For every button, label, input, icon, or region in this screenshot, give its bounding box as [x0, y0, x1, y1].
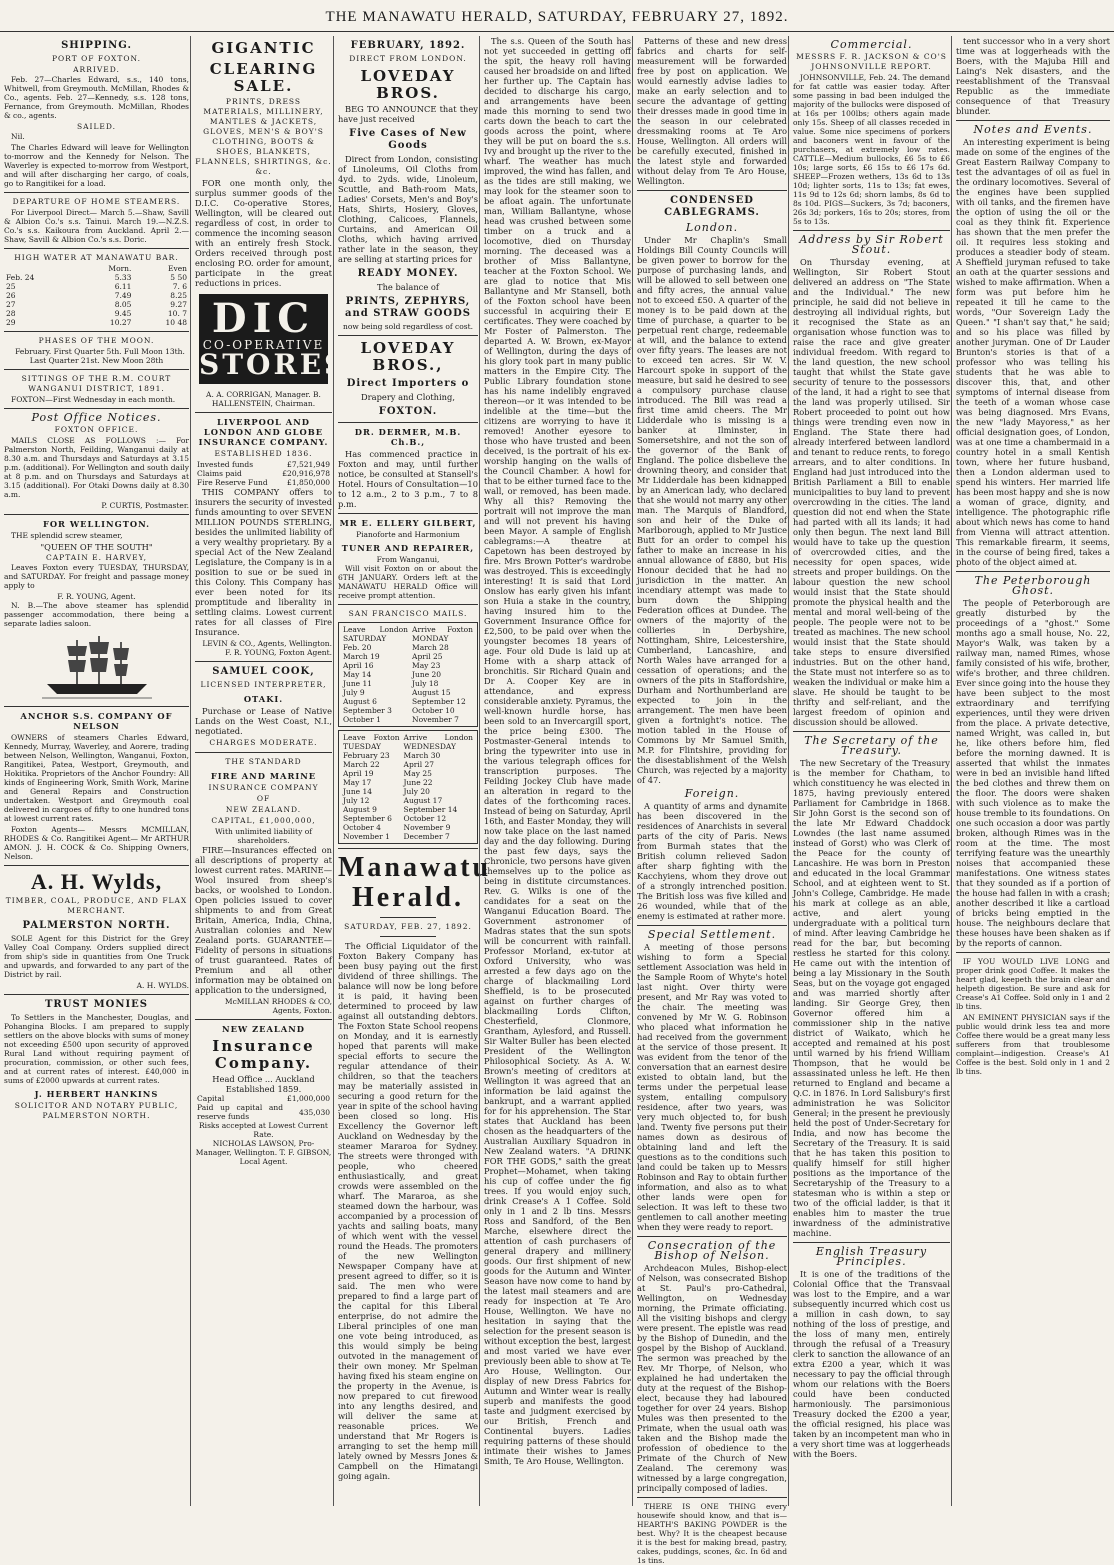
table-row: June 14 July 20 — [343, 787, 430, 796]
departure-heading: DEPARTURE OF HOME STEAMERS. — [12, 197, 181, 206]
charges: CHARGES MODERATE. — [209, 738, 318, 747]
table-row: March 22 April 27 — [343, 760, 435, 769]
secretary-text: The new Secretary of the Treasury is the member for Chatham, to which constituency he was elected in 1875, having previously entered Parliament for Cambridge in 1868. Sir John Gorst is the second son of the late Mr Edward Chaddock Lowndes (the last name assumed instead of Gorst) who was Clerk of the Peace for the county of Lancashire. He was born in Preston and educated in the local Grammar School, and at eighteen went to St. John's College, Cambridge. He made his mark at college as an able, active, and alert young undergraduate with a political turn of mind. After leaving Cambridge he read for the bar, but becoming restless he started for this colony. He came out with the intention of being a lay Missionary in the South Seas, but on the voyage got engaged and was married shortly after landing. Sir George Grey, then Governor offered him a commissioner ship in the native district of Waikato, which he accepted and remained at his post until warned by his friend William Thompson, that he would be assassinated unless he left. He then returned to England and became a Q.C. in 1876. In Lord Salisbury's first administration he was Solicitor General; in the present he previously held the post of Under-Secretary for India, and now has become the Secretary of the Treasury. It is said that he has taken this position to qualify himself for still higher positions as the importance of the Secretaryship of the Treasury to a statesman who is within a step or two of the official ladder, is that it enables him to master the true inwardness of the administrative machine. — [793, 758, 951, 1238]
post-text: MAILS CLOSE AS FOLLOWS :— For Palmerston North, Feilding, Wanganui daily at 8.30 a.m. and Thursdays and Saturdays at 3.15 p.m. (additional). For Wellington and south daily at 8 p.m. and on Thursdays and Saturdays at 3.15 (additional). For Otaki Downs daily at 8.30 a.m. — [4, 436, 189, 499]
sailed-text: Nil. — [11, 132, 25, 141]
tuner: TUNER AND REPAIRER, — [341, 543, 475, 553]
sailed-label: SAILED. — [76, 122, 117, 131]
gilbert-text: Will visit Foxton on or about the 6TH JANUARY. Orders left at the MANAWATU HERALD Office will receive prompt attention. — [338, 564, 478, 600]
dic-logo: DIC CO-OPERATIVE STORES — [199, 294, 328, 384]
table-row: Claims paid £20,916,978 — [197, 469, 330, 478]
agent-young: F. R. YOUNG, Agent. — [57, 592, 136, 601]
post-sub: FOXTON OFFICE. — [54, 425, 139, 434]
departure-text: For Liverpool Direct— March 5.—Shaw, Savill & Albion Co.'s s.s. Tainui. March 19.—N.Z.S. Co.'s s.s. Kaikoura from Auckland. April 2.—Shaw, Savill & Albion Co.'s s.s. Doric. — [4, 208, 189, 244]
shipping-heading: SHIPPING. — [61, 40, 132, 51]
physician-text: AN EMINENT PHYSICIAN says if the public would drink less tea and more Coffee there would be a great many less sufferers from that troublesome complaint—indigestion. Crease's A1 Coffee is the best. Sold only in 1 and 2 lb tins. — [956, 1013, 1110, 1076]
special-heading: Special Settlement. — [647, 928, 777, 941]
hankins-name: J. HERBERT HANKINS — [34, 1089, 159, 1099]
special-text: A meeting of those persons wishing to form a Special settlement Association was held in the Sample Room of Whyte's hotel last night. Over thirty were present, and Mr Ray was voted to the chair. The meeting was convened by Mr W. G. Robinson who placed what information he had received from the government at the service of those present. It was evident from the tenor of the conversation that an earnest desire existed to obtain land, but the terms under the perpetual lease system, entailing compulsory residence, after two years, was very much objected to, for bush land. Twenty five persons put their names down as desirous of obtaining land and left the questions as to the conditions such land could be taken up to Messrs Robinson and Ray to obtain further information, and also as to what other lands were open for selection. It was left to these two gentlemen to call another meeting when they were ready to report. — [637, 942, 787, 1232]
secretary-heading: The Secretary of the Treasury. — [804, 734, 939, 757]
dress-intro: Patterns of these and new dress fabrics and charts for self-measurement will be forwarded free by post on application. We would earnestly advise ladies to make an early selection and to secure the advantage of getting their dresses made in good time in the season in our celebrated dressmaking rooms at Te Aro House, Wellington. All orders will be carefully executed, finished in the latest style and forwarded without delay from Te Aro House, Wellington. — [637, 36, 787, 186]
tide-heading: HIGH WATER AT MANAWATU BAR. — [14, 253, 179, 262]
column-4 — [479, 36, 631, 1506]
commercial-sub: MESSRS F. R. JACKSON & CO'S JOHNSONVILLE REPORT. — [796, 52, 947, 71]
dermer-heading: DR. DERMER, M.B. Ch.B., — [354, 427, 462, 447]
sf-table-2: Leave Foxton TUESDAY Arrive London WEDNESDAY February 23 March 30 March 22 April 27 April 19 May 25 May 17 June 22 June 14 July 20 July 12 August 17 August 9 September 14 September 6 October 12 October 4 November 9 November 1 December 7 — [343, 733, 473, 841]
standard-sub2: INSURANCE COMPANY — [208, 783, 319, 792]
sailing-ship-icon — [37, 632, 157, 702]
feb-heading: FEBRUARY, 1892. — [350, 40, 466, 51]
consec-heading: Consecration of the Bishop of Nelson. — [647, 1239, 777, 1262]
cook-sub: LICENSED INTERPRETER, — [200, 680, 327, 689]
coffee-text: IF YOU WOULD LIVE LONG and proper drink good Coffee. It makes the heart glad, keepeth the brain clear and helpeth digestion. Be sure and ask for Crease's A1 Coffee. Sold only in 1 and 2 lb tins. — [956, 957, 1110, 1011]
lglobe-text: THIS COMPANY offers to insurers the security of invested funds amounting to over SEVEN MILLION POUNDS STERLING, besides the unlimited liability of a very wealthy proprietary. By a special Act of the New Zealand Legislature, the Company is in a position to sue or be sued in this Colony. This Company has ever been noted for its promptitude and liberality in settling claims. Lowest current rates for all classes of Fire Insurance. — [195, 487, 332, 637]
ghost-text: The people of Peterborough are greatly disturbed by the proceedings of a "ghost." Some months ago a small house, No. 22, Mayor's Walk, was taken by a railway man, named Rimes, whose family consisted of his wife, brother, wife's brother, and three children. Ever since going into the house they have been subject to the most extraordinary and terrifying experiences, until they were driven from the place. A private detective, named Wright, was called in, but he, like others before him, fled before the morning dawned. It is asserted that whilst the inmates were in bed an invisible hand lifted the bed clothes and threw them on the floor. The doors were shaken with such violence as to make the house tremble to its foundations. On one such occasion a door was partly broken, although Rimes was in the room at the time. The most terrifying feature was the unearthly noises that accompanied these manifestations. One witness states that they sounded as if a portion of the house had fallen in with a crash; another described it like a cartload of bricks being emptied in the house. The neighbours declare that these houses have been shaken as if by the reports of cannon. — [956, 598, 1110, 948]
dic-sign: A. A. CORRIGAN, Manager. B. HALLENSTEIN, Chairman. — [206, 390, 321, 408]
table-row: March 19 April 25 — [343, 652, 443, 661]
goods-list: PRINTS, DRESS MATERIALS, MILLINERY, MANTLES & JACKETS, GLOVES, MEN'S & BOY'S CLOTHING, BOOTS & SHOES, BLANKETS, FLANNELS, SHIRTINGS, &c. &c. — [195, 97, 332, 176]
table-row: 26 7.49 8.25 — [6, 291, 187, 300]
foxton: FOXTON. — [378, 406, 438, 417]
column-3 — [333, 36, 492, 1506]
herald-date: SATURDAY, FEB. 27, 1892. — [344, 922, 472, 931]
anchor-text: OWNERS of steamers Charles Edward, Kennedy, Murray, Waverley, and Aorere, trading between Nelson, Wellington, Wanganui, Foxton, Rangitikei, Patea, Westport, Greymouth, and Hokitika. Proprietors of the Anchor Foundry: All kinds of Engineering Work, Smith Work, Marine and General Repairs and Construction undertaken. Westport and Greymouth coal delivered in cargoes of fifty to one hundred tons at lowest current rates. — [4, 733, 189, 823]
beg-text: BEG TO ANNOUNCE that they have just received — [338, 104, 478, 124]
wellington-heading: FOR WELLINGTON. — [42, 519, 151, 529]
moon-heading: PHASES OF THE MOON. — [38, 336, 155, 345]
table-row: September 6 October 12 — [343, 814, 447, 823]
steamer-text: THE splendid screw steamer, — [11, 531, 123, 540]
moon-text: February. First Quarter 5th. Full Moon 13th. Last Quarter 21st. New Moon 28th — [15, 347, 185, 365]
leaves-text: Leaves Foxton every TUESDAY, THURSDAY, and SATURDAY. For freight and passage money apply to — [4, 563, 189, 590]
table-row: May 14 June 20 — [343, 670, 442, 679]
table-row: September 3 October 10 — [343, 706, 455, 715]
standard-of: OF — [256, 794, 271, 803]
consec-text: Archdeacon Mules, Bishop-elect of Nelson, was consecrated Bishop at St. Paul's pro-Cathedral, Wellington, on Wednesday morning, the Primate officiating. All the visiting bishops and clergy were present. The epistle was read by the Bishop of Dunedin, and the gospel by the Bishop of Auckland. The sermon was preached by the Rev. Mr Thorpe, of Nelson, who explained he had undertaken the duty at the request of the Bishop-elect, because they had laboured together for over 24 years. Bishop Mules was then presented to the Primate, when the usual oath was taken and the Bishop made the profession of obedience to the Primate of the Church of New Zealand. The ceremony was witnessed by a large congregation, principally composed of ladies. — [637, 1263, 787, 1493]
commercial-text: JOHNSONVILLE, Feb. 24. The demand for fat cattle was easier today. After some passing in bad been indulged the majority of the bullocks were disposed of at 16s per 100lbs; others again made only 15s. Sheep of all classes receded in value. Some nice specimens of porkers and baconers went in favour of the purchasers, at extremely low rates. CATTLE—Medium bullocks, £6 5s to £6 10s; large sorts, £6 15s to £6 17s 6d. SHEEP—Frozen wethers, 13s 6d to 13s 10d; lighter sorts, 11s to 13s; fat ewes, 11s 9d to 12s 6d; shorn lambs, 8s 6d to 8s 10d. PIGS—Suckers, 3s 7d; baconers, 26s 3d; porkers, 16s to 20s; stores, from 5s to 13s. — [793, 73, 950, 226]
direct-heading: DIRECT FROM LONDON. — [349, 54, 467, 63]
column-2 — [190, 36, 348, 1506]
trust-heading: TRUST MONIES — [44, 999, 149, 1010]
steamer-name: "QUEEN OF THE SOUTH" — [40, 542, 153, 552]
hearth-text: THERE IS ONE THING every housewife should know, and that is—HEARTH'S BAKING POWDER is the best. Why? It is the cheapest because it is the best for making bread, pastry, cakes, puddings, scones, &c. In 6d and 1s tins. — [637, 1502, 787, 1565]
masthead-title: THE MANAWATU HERALD, SATURDAY, FEBRUARY 27, 1892. — [325, 9, 789, 25]
london-text: Under Mr Chaplin's Small Holdings Bill County Councils will be given power to borrow for the purpose of purchasing lands, and will be allowed to sell between one and fifty acres, the annual value not to exceed £50. A quarter of the money is to be paid down at the time of purchase, a quarter to be perpetual rent charge, redeemable at will, and the balance to extend over fifty years. The leases are not to exceed ten acres. Sir W. V. Harcourt spoke in support of the measure, but said he desired to see a compulsory purchase clause introduced. The Bill was read a first time amid cheers. The Mr Lidderdale who is missing is a banker at Ilminster, in Somersetshire, and not the son of the governor of the Bank of England. The police disbelieve the drowning theory, and consider that Mr Lidderdale has been kidnapped by an American lady, who declared that she would not marry any other man. The Marquis of Blandford, son and heir of the Duke of Marlborough, applied to Mr Justice Butt for an order to compel his father to make an increase in his annual allowance of £880, but His Honour decided that he had no jurisdiction in the matter. An incendiary attempt was made to burn down the Shipping Federation offices at Dundee. The owners of the majority of the collieries in Derbyshire, Nottingham, Shire, Leicestershire, Cumberland, Lancashire, and North Wales have arranged for a cessation of operations; and the owners of the pits in Staffordshire, Durham and Northumberland are expected to join in the arrangement. The men have been given a fortnight's notice. The motion tabled in the House of Commons by Mr Samuel Smith, M.P. for Flintshire, providing for the disestablishment of the Welsh Church, was rejected by a majority of 47. — [637, 235, 787, 785]
balance: The balance of — [377, 282, 439, 292]
funds-table — [195, 460, 332, 487]
masthead — [0, 0, 1114, 32]
from-wanganui: From Wanganui, — [376, 555, 440, 564]
post-sign: P. CURTIS, Postmaster. — [101, 501, 189, 510]
table-row: 27 8.05 9.27 — [6, 300, 187, 309]
column-6 — [788, 36, 950, 1506]
arrived-label: ARRIVED. — [73, 65, 120, 74]
table-row: Invested funds £7,521,949 — [197, 460, 330, 469]
wylds-heading: A. H. Wylds, — [30, 869, 163, 894]
wylds-sign: A. H. WYLDS. — [136, 981, 189, 990]
table-row: Feb. 20 March 28 — [343, 643, 449, 652]
cables-heading: CONDENSED CABLEGRAMS. — [664, 195, 760, 218]
table-row: July 9 August 15 — [343, 688, 451, 697]
standard-nz: NEW ZEALAND. — [225, 805, 302, 814]
table-row: Feb. 24 5.33 5 50 — [6, 273, 187, 282]
table-row: August 6 September 12 — [343, 697, 466, 706]
table-row: October 4 November 9 — [343, 823, 451, 832]
cook-text: Purchase or Lease of Native Lands on the West Coast, N.I., negotiated. — [195, 706, 332, 736]
capital-sub: With unlimited liability of shareholders. — [214, 827, 312, 845]
est-1859: Established 1859. — [225, 1084, 302, 1094]
lglobe-sign: LEVIN & CO., Agents, Wellington. F. R. YOUNG, Foxton Agent. — [202, 639, 332, 657]
english-heading: English Treasury Principles. — [815, 1245, 928, 1268]
gilbert-sub: Pianoforte and Harmonium — [356, 530, 460, 539]
cook-heading: SAMUEL COOK, — [212, 666, 315, 677]
nzi-heading: NEW ZEALAND — [222, 1024, 305, 1034]
nicholas-sign: NICHOLAS LAWSON, Pro-Manager, Wellington. T. F. GIBSON, Local Agent. — [195, 1139, 332, 1166]
wylds-text: SOLE Agent for this District for the Grey Valley Coal Company. Orders supplied direct from ship's side in quantities from One Truck and upwards, and forwarded to any part of the District by rail. — [4, 934, 189, 979]
sale-text: FOR one month only, the surplus summer goods of the D.I.C. Co-operative Stores, Wellington, will be cleared out regardless of cost, in order to commence the incoming season with an entirely fresh Stock. Orders received through post enclosing P.O. order for amount, participate in the great reductions in prices. — [195, 178, 332, 288]
dermer-text: Has commenced practice in Foxton and may, until further notice, be consulted at Stansell's Hotel. Hours of Consultation—10 to 12 a.m., 2 to 3 p.m., 7 to 8 p.m. — [338, 449, 478, 509]
captain: CAPTAIN E. HARVEY, — [46, 553, 147, 562]
table-row: May 17 June 22 — [343, 778, 433, 787]
drapery: Drapery and Clothing, — [361, 392, 455, 402]
head-office: Head Office ... Auckland — [212, 1074, 315, 1084]
table-row: November 1 December 7 — [343, 832, 450, 841]
loveday-heading: LOVEDAY BROS. — [360, 67, 456, 102]
commercial-heading: Commercial. — [830, 38, 913, 51]
column-1 — [4, 36, 189, 1506]
court-text: FOXTON—First Wednesday in each month. — [11, 395, 176, 404]
gilbert-heading: MR E. ELLERY GILBERT, — [339, 518, 477, 528]
table-row: 25 6.11 7. 6 — [6, 282, 187, 291]
prints-text: now being sold regardless of cost. — [343, 322, 473, 331]
english-text: It is one of the traditions of the Colonial Office that the Transvaal was lost to the Empire, and a war subsequently incurred which cost us a million in cash down, to say nothing of the loss of prestige, and the loss of many men, entirely through the refusal of a Treasury clerk to sanction the allowance of an extra £200 a year, which it was necessary to pay the official through whom our relations with the Boers could have been conducted harmoniously. The parsimonious Treasury docked the £200 a year, the official resigned, his place was taken by an incompetent man who in a very short time was at loggerheads with the Boers. — [793, 1269, 950, 1459]
table-row: June 11 July 18 — [343, 679, 439, 688]
sf-heading: SAN FRANCISCO MAILS. — [348, 609, 468, 618]
five-text: Direct from London, consisting of Linoleums, Oil Cloths from 4yd. to 2yds. wide, Linoleum, Scuttle, and Bath-room Mats, Ladies' Corsets, Men's and Boy's Hats, Shirts, Hosiery, Gloves, Clothing, Calicoes, Flannels, Curtains, and American Oil Cloths, which having arrived rather late in the season, they are selling at starting prices for — [338, 154, 478, 264]
table-row: Paid up capital and reserve funds 435,030 — [197, 1103, 330, 1121]
clearing-heading: CLEARING SALE. — [209, 60, 318, 95]
loveday2-heading: LOVEDAY BROS., — [360, 339, 456, 374]
sf-table-1: Leave London SATURDAY Arrive Foxton MONDAY Feb. 20 March 28 March 19 April 25 April 16 May 23 May 14 June 20 June 11 July 18 July 9 August 15 August 6 September 12 September 3 October 10 October 1 November 7 — [343, 625, 473, 724]
gigantic-heading: GIGANTIC — [211, 39, 316, 57]
capital: CAPITAL, £1,000,000, — [211, 816, 316, 825]
risks: Risks accepted at Lowest Current Rate. — [199, 1121, 328, 1139]
fire-text: FIRE—Insurances effected on all descriptions of property at lowest current rates. MARINE—Wool insured from sheep's backs, or woolshed to London. Open policies issued to cover shipments to and from Great Britain, America, India, China, Australian colonies and New Zealand ports. GUARANTEE—Fidelity of persons in situations of trust guaranteed. Rates of Premium and all other information may be obtained on application to the undersigned, — [195, 845, 332, 995]
nzi-big: Insurance Company. — [212, 1037, 315, 1072]
news-body: The s.s. Queen of the South has not yet succeeded in getting off the spit, the heavy roll having caused her broadside on and lifted her further up. The Captain has decided to discharge his cargo, and arrangements have been made this morning to send two carts down the beach to cart the goods across the point, where they will be put on board the s.s. Ivy and brought up the river to the wharf. The weather has much improved, the wind has fallen, and as the tides are still making, we may look for the steamer soon to be afloat again. The unfortunate man, William Ballantyne, whose head was crushed between some timber on a truck and a locomotive, died on Thursday morning. The deceased was a brother of Miss Ballantyne, teacher at the Foxton School. We are glad to notice that Mis Ballantyne and Mr Stansell, both of the Foxton school have been successful in acquiring their E certificates. They were coached by Mr Foster of Palmerston. The departed A. W. Brown, ex-Mayor of Wellington, during the days of his glory took part in many public matters in the Empire City. The Public Library foundation stone has his name indelibly engraved thereon—or it was intended to be indelible at the time—but the citizens are worrying to have it removed! Another eyesore to those who have trusted and been deceived, is the portrait of his ex-worship hanging on the walls of the Council Chamber. A howl for that to be either turned face to the wall, or removed, has been made. Why all this? Removing the portrait will not improve the man and will not prevent his having been Mayor. A sample of English cablegrams:—A theatre at Capetown has been destroyed by fire. Mrs Brown Potter's wardrobe was destroyed. This is exceedingly interesting! It is said that Lord Onslow has early given his infant son Huia a stake in the country, having insured him to the Government Insurance Office for £2,500, to be paid over when the youngster becomes 18 years of age. Four old Dude is laid up at Home with a sharp attack of bronchitis. Sir Richard Quain and Dr A. Cooper Key are in attendance, and express considerable anxiety. Pyramus, the well-known hurdle horse, has been sold to an Invercargill sport, the price being £300. The Postmaster-General intends to bring the typewriter into use in the various telegraph offices for transcription purposes. The Feilding Jockey Club have made an alteration in regard to the dates of the forthcoming races. Instead of being on Saturday, April 16th, and Easter Monday, they will now take place on the last named day and the day following. During the past few days, says the Chronicle, two persons have given themselves up to the police as being in distitute circumstances. Rev. G. Wilks is one of the candidates for a seat on the Wanganui Education Board. The Government astronomer of Madras states that the sun spots will be concurrent with rainfall. Professor Morland, ex-tutor at Oxford University, who was arrested a few days ago on the charge of blackmailing Lord Sheffield, is to be prosecuted against on further charges of blackmailing Lords Clifton, Chesterfield, Clonmore, Grantham, Aylesford, and Russell. Sir Walter Buller has been elected President of the Wellington Philosophical Society. As A. W. Brown's meeting of creditors at Wellington it was agreed that an information be laid against the bankrupt, and a warrant applied for for his apprehension. The Star states that Auckland has been chosen as the headquarters of the Australian Auxiliary Squadron in New Zealand waters. "A DRINK FOR THE GODS," saith the great Prophet—Mohamet, when taking his cup of coffee under the fig trees. If you would enjoy such, drink Crease's A 1 Coffee. Sold only in 1 and 2 lb tins. Messrs Ross and Sandford, of the Ben Marche, elsewhere direct the attention of cash purchasers of general drapery and millinery goods. Our first shipment of new goods for the Autumn and Winter Season have now come to hand by the latest mail steamers and are ready for inspection at Te Aro House, Wellington. We have no hesitation in saying that the selection for the present season is without exception the best, largest and most varied we have ever previously been able to show at Te Aro House, Wellington. Our display of new Dress Fabrics for Autumn and Winter wear is really superb and manifests the good taste and judgment exercised by our British, French and Continental buyers. Ladies requiring patterns of these should intimate their wishes to James Smith, Te Aro House, Wellington. — [484, 36, 631, 1466]
stout-heading: Address by Sir Robert Stout. — [799, 233, 944, 256]
ghost-heading: The Peterborough Ghost. — [974, 574, 1092, 597]
foreign-text: A quantity of arms and dynamite has been discovered in the residences of Anarchists in several parts of the city of Paris. News from Burmah states that the British column relieved Sadon after sharp fighting with the Kacchyiens, whom they drove out of a strongly intrenched position. The British loss was five killed and 26 wounded, while that of the enemy is estimated at rather more. — [637, 801, 787, 921]
ready-money: READY MONEY. — [357, 268, 459, 279]
herald-title: Manawatu Herald. — [338, 852, 492, 913]
lglobe-heading: LIVERPOOL AND LONDON AND GLOBE INSURANCE COMPANY. — [198, 417, 329, 447]
mcmillan-sign: McMILLAN RHODES & CO, Agents, Foxton. — [224, 997, 332, 1015]
notes-heading: Notes and Events. — [973, 123, 1093, 136]
standard-heading: THE STANDARD — [225, 757, 302, 766]
prints: PRINTS, ZEPHYRS, and STRAW GOODS — [344, 296, 472, 319]
table-row: Fire Reserve Fund £1,850,000 — [197, 478, 330, 487]
table-row: Capital £1,000,000 — [197, 1094, 330, 1103]
column-5 — [632, 36, 787, 1565]
table-row: October 1 November 7 — [343, 715, 459, 724]
importers: Direct Importers o — [346, 378, 470, 389]
trust-text: To Settlers in the Manchester, Douglas, and Pohangina Blocks. I am prepared to supply settlers on the above blocks with sums of money not exceeding £500 upon security of approved Rural Land without requiring payment of procuration, commission, or other such fees, and at current rates of interest. £40,000 in sums of £2000 upwards at current rates. — [4, 1013, 189, 1085]
table-row: February 23 March 30 — [343, 751, 441, 760]
nzi-funds — [195, 1094, 332, 1121]
tide-table: Morn. Even Feb. 24 5.33 5 50 25 6.11 7. 6 26 7.49 8.25 27 8.05 9.27 28 9.45 10. 7 29 10.27 10 48 — [6, 264, 187, 327]
treasury-continued: tent successor who in a very short time was at loggerheads with the Boers, with the Majuba Hill and Laing's Nek disasters, and the reestablishment of the Transvaal Republic as the immediate consequence of that Treasury blunder. — [956, 36, 1110, 116]
five-cases: Five Cases of New Goods — [349, 128, 467, 151]
table-row: April 19 May 25 — [343, 769, 432, 778]
court-heading: SITTINGS OF THE R.M. COURT WANGANUI DISTRICT, 1891. — [21, 374, 172, 393]
port-heading: PORT OF FOXTON. — [51, 54, 141, 63]
shipping-notice: The Charles Edward will leave for Wellington to-morrow and the Kennedy for Nelson. The Waverley is expected to-morrow from Westport, and will after discharging her cargo, of coals, go to Rangitikei for a load. — [4, 143, 189, 188]
foreign-heading: Foreign. — [684, 787, 740, 800]
table-row: 28 9.45 10. 7 — [6, 309, 187, 318]
hankins-sub: SOLICITOR AND NOTARY PUBLIC, PALMERSTON NORTH. — [14, 1101, 179, 1120]
table-row: August 9 September 14 — [343, 805, 458, 814]
arrived-text: Feb. 27—Charles Edward, s.s., 140 tons, Whitwell, from Greymouth. McMillan, Rhodes & Co., agents. Feb. 27—Kennedy, s.s. 128 tons, Fernance, from Greymouth. McMillan, Rhodes & co., agents. — [4, 75, 189, 120]
column-7 — [951, 36, 1110, 1506]
table-row: April 16 May 23 — [343, 661, 441, 670]
london-heading: London. — [685, 221, 739, 234]
post-heading: Post Office Notices. — [31, 411, 162, 424]
anchor-agents: Foxton Agents— Messrs MCMILLAN, RHODES & Co. Rangitikei Agent— Mr ARTHUR AMON. J. H. COCK & Co. Shipping Owners, Nelson. — [4, 825, 189, 861]
news-text: The Official Liquidator of the Foxton Bakery Company has been busy paying out the first dividend of three shillings. The balance will now be long before it is paid, it having been determined to proceed by law against all outstanding debtors. The Foxton State School reopens on Monday, and it is earnestly hoped that parents will make special efforts to secure the regular attendance of their children, so that the teachers may be materially assisted in securing a good return for the year in spite of the school having been closed so long. His Excellency the Governor left Auckland on Wednesday by the steamer Mararoa for Sydney. The streets were thronged with people, who cheered enthusiastically, and great crowds were assembled on the wharf. The Mararoa, as she steamed down the harbour, was accompanied by a procession of yachts and sailing boats, many of which went with the vessel round the Heads. The promoters of the new Wellington Newspaper Company have at present agreed to differ, so it is said. The men who were prepared to find a large part of the capital for this Liberal enterprise, do not admire the Liberal principles of one man one vote being introduced, as this would simply be being outvoted in the management of their own money. Mr Spelman having fixed his steam engine on the property in the Avenue, is now prepared to cut firewood into any lengths desired, and will deliver the same at reasonable prices. We understand that Mr Rogers is arranging to set the hemp mill lately owned by Messrs Jones & Campbell on the Himatangi going again. — [338, 941, 478, 1481]
table-row: July 12 August 17 — [343, 796, 443, 805]
table-row: 29 10.27 10 48 — [6, 318, 187, 327]
wylds-sub: TIMBER, COAL, PRODUCE, AND FLAX MERCHANT. — [5, 896, 188, 915]
stout-text: On Thursday evening, at Wellington, Sir Robert Stout delivered an address on "The State and the Individual." The new principle, he said did not believe in destroying all individual rights, but it recognised the State as an organisation whose function was to raise the race and give greater individual freedom. With regard to the land question, the new school taught that whilst the State gave security of tenure to the possessors of the land, it had a right to see that the land was properly utilised. Sir Robert proceeded to point out how things were trending even now in England. The State there had already interfered between landlord and tenant to reduce rents, to forego arrears, and to alter conditions. In England had just introduced into the British Parliament a Bill to enable municipalities to buy land to prevent overcrowding in the cities. The land question did not end when the State had parted with all its lands; it had only then begun. The next land Bill would have to take up the question of overcrowded cities, and the necessity for open spaces, wide streets and proper buildings. On the labour question the new school would insist that the State should promote the physical health and the mental and moral well-being of the people. The people were not to be treated as machines. The new school would insist that the State should take steps to ensure diversified industries. But on the other hand, the State must not interfere so as to weaken the individual or make him a slave. He should be taught to be thrifty and self-reliant, and the largest freedom of opinion and discussion should be allowed. — [793, 257, 950, 727]
notes-text: An interesting experiment is being made on some of the engines of the Great Eastern Railway Company to test the advantages of oil as fuel in the ordinary locomotives. Several of the engines have been supplied with oil tanks, and the firemen have the option of using the oil or the coal as they think fit. Experience has shown that the men prefer the oil. It requires less stoking and produces a steadier body of steam. A Sheffield juryman refused to take an oath at the quarter sessions and wished to make affirmation. When a form was put before him he repeated it till he came to the words, "Our Sovereign Lady the Queen." "I shan't say that," he said; and so his place was filled by another juryman. One of Dr Lauder Brunton's stories is that of a professor who was telling his students that he was able to discover this, that, and other symptoms of internal disease from the teeth of a woman whose case was being diagnosed. Mrs Evans, the new "lady Mayoress," as her official designation goes, of London, was at one time a chambermaid in a country hotel in a small Kentish town, where her future husband, then a London alderman used to spend his winters. Her married life has been most happy and she is now a woman of grace, dignity, and intelligence. The photographic rifle about which news has come to hand from Vienna will attract attention. This remarkable firearm, it seems, in the course of being fired, takes a photo of the object aimed at. — [956, 137, 1111, 567]
standard-sub: FIRE AND MARINE — [210, 771, 317, 781]
established: ESTABLISHED 1836. — [214, 449, 313, 458]
palmerston-heading: PALMERSTON NORTH. — [22, 920, 171, 931]
nb-text: N. B.—The above steamer has splendid passenger accommodation, there being a separate ladies saloon. — [4, 601, 189, 628]
anchor-heading: ANCHOR S.S. COMPANY OF NELSON — [20, 711, 173, 731]
otaki: OTAKI. — [243, 694, 284, 704]
